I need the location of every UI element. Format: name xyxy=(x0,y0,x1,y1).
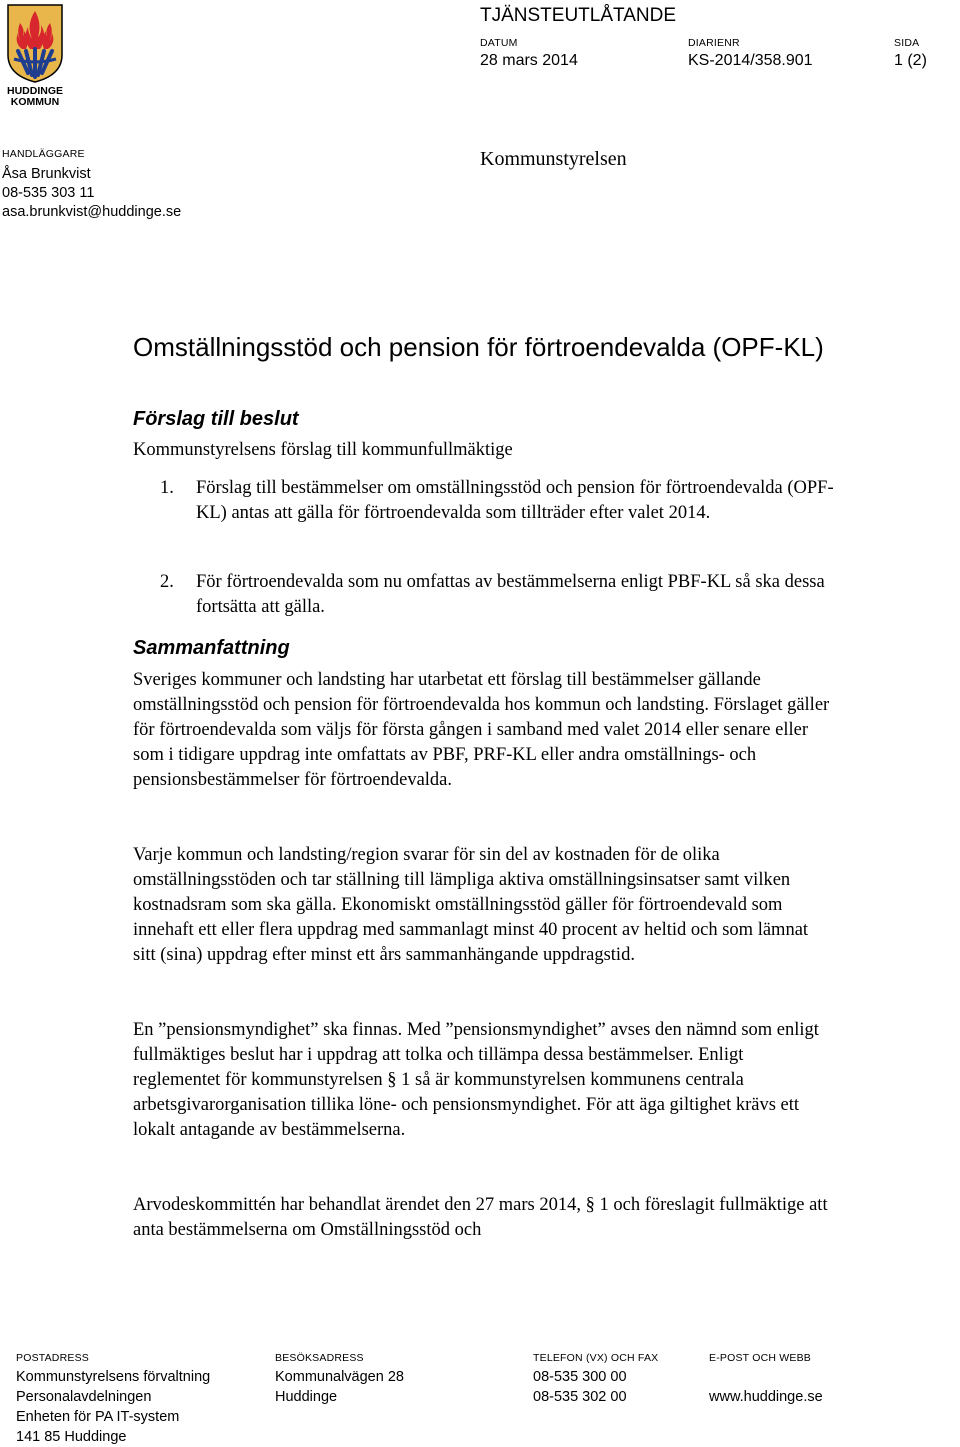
sida-label: SIDA xyxy=(894,37,920,49)
proposal-heading: Förslag till beslut xyxy=(133,408,299,430)
logo-text-line-2: KOMMUN xyxy=(10,96,60,108)
document-type: TJÄNSTEUTLÅTANDE xyxy=(480,5,677,26)
handlaggare-block xyxy=(2,145,181,222)
diarienr-label: DIARIENR xyxy=(688,37,740,49)
proposal-item-text: För förtroendevalda som nu omfattas av bestämmelserna enligt PBF-KL så ska dessa fortsätta att gälla. xyxy=(196,572,825,617)
summary-paragraph: En ”pensionsmyndighet” ska finnas. Med ”pensionsmyndighet” avses den nämnd som enligt fullmäktiges beslut har i uppdrag att tolka och tillämpa dessa bestämmelser. Enligt reglementet för kommunstyrelsen § 1 så är kommunstyrelsen kommunens centrala arbetsgivarorganisation tillika löne- och pensionsmyndighet. För att äga giltighet krävs ett lokalt antagande av bestämmelserna. xyxy=(133,1020,819,1140)
postadress-line: Enheten för PA IT-system xyxy=(16,1409,180,1425)
postadress-line: Personalavdelningen xyxy=(16,1389,152,1405)
proposal-intro: Kommunstyrelsens förslag till kommunfullmäktige xyxy=(133,440,513,460)
epost-label: E-POST OCH WEBB xyxy=(709,1352,811,1364)
proposal-item xyxy=(160,570,840,620)
footer xyxy=(16,1352,946,1445)
footer-postadress xyxy=(16,1352,210,1447)
proposal-item-text: Förslag till bestämmelser om omställningsstöd och pension för förtroendevalda (OPF-KL) antas att gälla för förtroendevalda som tillträder efter valet 2014. xyxy=(196,478,834,523)
proposal-item-number: 2. xyxy=(160,572,174,592)
handlaggare-phone: 08-535 303 11 xyxy=(2,185,95,201)
telefon-line: 08-535 300 00 xyxy=(533,1369,627,1385)
besoksadress-line: Huddinge xyxy=(275,1389,338,1405)
diarienr-value: KS-2014/358.901 xyxy=(688,52,813,69)
postadress-line: 141 85 Huddinge xyxy=(16,1429,127,1445)
sida-value: 1 (2) xyxy=(894,52,927,69)
date-value: 28 mars 2014 xyxy=(480,52,578,69)
proposal-item-number: 1. xyxy=(160,478,174,498)
handlaggare-email[interactable]: asa.brunkvist@huddinge.se xyxy=(2,204,182,220)
proposal-item xyxy=(160,476,840,526)
telefon-label: TELEFON (VX) OCH FAX xyxy=(533,1352,659,1364)
postadress-label: POSTADRESS xyxy=(16,1352,89,1364)
logo-text-line-1: HUDDINGE xyxy=(6,85,63,97)
handlaggare-name: Åsa Brunkvist xyxy=(2,166,91,182)
footer-telefon xyxy=(533,1352,658,1407)
besoksadress-label: BESÖKSADRESS xyxy=(275,1352,364,1364)
coat-of-arms-icon xyxy=(6,3,64,83)
summary-paragraph: Arvodeskommittén har behandlat ärendet den 27 mars 2014, § 1 och föreslagit fullmäktige att anta bestämmelserna om Omställningsstöd och xyxy=(133,1195,828,1240)
footer-epost xyxy=(709,1352,823,1407)
postadress-line: Kommunstyrelsens förvaltning xyxy=(16,1369,211,1385)
handlaggare-label: HANDLÄGGARE xyxy=(2,148,85,160)
footer-besoksadress xyxy=(275,1352,404,1407)
web-link[interactable]: www.huddinge.se xyxy=(709,1389,823,1405)
recipient: Kommunstyrelsen xyxy=(480,148,627,170)
summary-paragraph: Varje kommun och landsting/region svarar för sin del av kostnaden för de olika omställningsstöden och tar ställning till lämpliga aktiva omställningsinsatser samt vilken kostnadsram som ska gälla. Ekonomiskt omställningsstöd gäller för förtroendevald som innehaft ett eller flera uppdrag med sammanlagt minst 40 procent av heltid och som lämnat sitt (sina) uppdrag efter minst ett års sammanhängande uppdragstid. xyxy=(133,845,809,965)
telefon-line: 08-535 302 00 xyxy=(533,1389,627,1405)
date-label: DATUM xyxy=(480,37,518,49)
summary-paragraph: Sveriges kommuner och landsting har utarbetat ett förslag till bestämmelser gällande omställningsstöd och pension för förtroendevalda hos kommun och landsting. Förslaget gäller för förtroendevalda som väljs för första gången i samband med valet 2014 eller senare eller som i tidigare uppdrag inte omfattats av PBF, PRF-KL eller andra omställnings- och pensionsbestämmelser för förtroendevalda. xyxy=(133,670,830,790)
huddinge-logo xyxy=(6,3,64,107)
besoksadress-line: Kommunalvägen 28 xyxy=(275,1369,404,1385)
page-title: Omställningsstöd och pension för förtroendevalda (OPF-KL) xyxy=(133,332,824,362)
summary-heading: Sammanfattning xyxy=(133,637,290,659)
epost-line xyxy=(709,1367,823,1387)
